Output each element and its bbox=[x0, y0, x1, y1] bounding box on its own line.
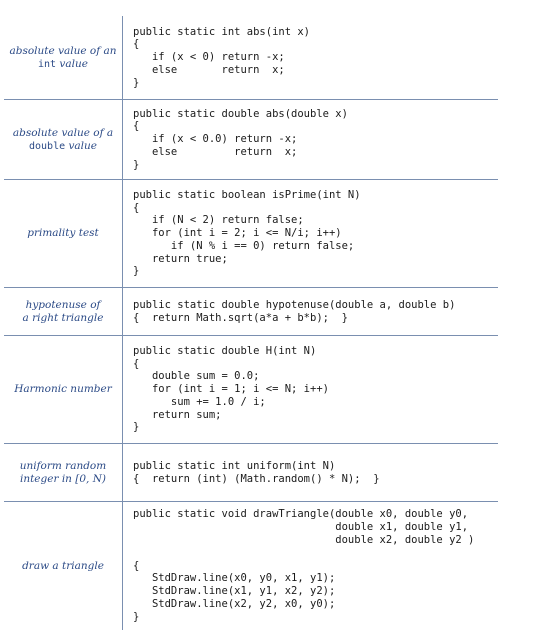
table-row bbox=[4, 16, 498, 100]
code-block: public static double hypotenuse(double a, double b) { return Math.sqrt(a*a + b*b); } bbox=[133, 298, 456, 324]
row-label-keyword: double bbox=[28, 140, 66, 152]
row-label-line: value bbox=[68, 139, 97, 152]
row-label-line: absolute value of a bbox=[12, 126, 114, 139]
row-label-line: hypotenuse of bbox=[25, 298, 101, 311]
row-label bbox=[4, 288, 122, 335]
row-label-line: integer in [0, N) bbox=[19, 472, 107, 485]
code-cell bbox=[122, 180, 498, 287]
table-row bbox=[4, 502, 498, 630]
static-methods-table bbox=[4, 16, 498, 630]
code-cell bbox=[122, 100, 498, 179]
row-label-line: Harmonic number bbox=[14, 383, 112, 395]
row-label-line: a right triangle bbox=[22, 311, 104, 324]
code-block: public static int uniform(int N) { return (int) (Math.random() * N); } bbox=[133, 459, 380, 485]
code-cell bbox=[122, 288, 498, 335]
code-block: public static double abs(double x) { if (x < 0.0) return -x; else return x; } bbox=[133, 107, 348, 171]
code-block: public static void drawTriangle(double x0, double y0, double x1, double y1, double x2, double y2 ) { StdDraw.line(x0, y0, x1, y1); StdDraw.line(x1, y1, x2, y2); StdDraw.line(x2, y2, x0, y0); } bbox=[133, 508, 475, 623]
row-label-line: uniform random bbox=[19, 459, 107, 472]
row-label-line: primality test bbox=[27, 227, 99, 239]
code-cell bbox=[122, 502, 498, 630]
row-label bbox=[4, 180, 122, 287]
code-block: public static boolean isPrime(int N) { if (N < 2) return false; for (int i = 2; i <= N/i; i++) if (N % i == 0) return false; return true; } bbox=[133, 188, 361, 278]
table-row bbox=[4, 288, 498, 336]
row-label bbox=[4, 16, 122, 99]
row-label-line: absolute value of an bbox=[9, 44, 117, 57]
row-label bbox=[4, 502, 122, 630]
row-label-keyword: int bbox=[38, 58, 57, 70]
table-row bbox=[4, 336, 498, 444]
row-label-line: value bbox=[59, 57, 88, 70]
table-row bbox=[4, 180, 498, 288]
row-label-line: draw a triangle bbox=[22, 559, 104, 572]
row-label bbox=[4, 336, 122, 443]
row-label bbox=[4, 100, 122, 179]
code-block: public static double H(int N) { double sum = 0.0; for (int i = 1; i <= N; i++) sum += 1.0 / i; return sum; } bbox=[133, 344, 329, 434]
code-block: public static int abs(int x) { if (x < 0) return -x; else return x; } bbox=[133, 25, 311, 89]
code-cell bbox=[122, 336, 498, 443]
table-row bbox=[4, 100, 498, 180]
code-cell bbox=[122, 16, 498, 99]
code-cell bbox=[122, 444, 498, 501]
table-row bbox=[4, 444, 498, 502]
row-label bbox=[4, 444, 122, 501]
